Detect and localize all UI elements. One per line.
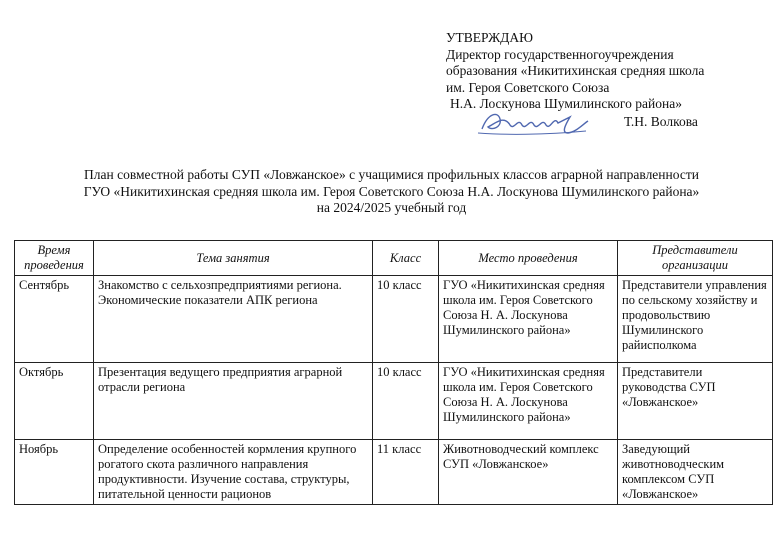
cell-class: 10 класс (373, 276, 439, 363)
table-header-row (15, 241, 773, 276)
table-row (15, 440, 773, 505)
approval-heading: УТВЕРЖДАЮ (446, 30, 534, 45)
header-topic: Тема занятия (94, 241, 373, 276)
cell-time: Сентябрь (15, 276, 94, 363)
header-time: Время проведения (15, 241, 94, 276)
title-line-1: План совместной работы СУП «Ловжанское» с учащимися профильных классов аграрной направленности (84, 167, 699, 182)
cell-topic: Знакомство с сельхозпредприятиями региона. Экономические показатели АПК региона (94, 276, 373, 363)
title-line-2: ГУО «Никитихинская средняя школа им. Героя Советского Союза Н.А. Лоскунова Шумилинского района» (83, 183, 700, 199)
approval-position-line-1: Директор государственногоучреждения (446, 46, 674, 62)
plan-table (14, 240, 773, 505)
signer-name: Т.Н. Волкова (624, 113, 698, 129)
cell-reps: Представители управления по сельскому хозяйству и продовольствию Шумилинского райисполкома (618, 276, 773, 363)
header-reps: Представители организации (618, 241, 773, 276)
cell-place: ГУО «Никитихинская средняя школа им. Героя Советского Союза Н. А. Лоскунова Шумилинского района» (439, 363, 618, 440)
table-row (15, 276, 773, 363)
cell-reps: Представители руководства СУП «Ловжанское» (618, 363, 773, 440)
signature-image (474, 105, 594, 139)
cell-class: 10 класс (373, 363, 439, 440)
cell-time: Ноябрь (15, 440, 94, 505)
approval-position-line-3: им. Героя Советского Союза (446, 79, 610, 95)
approval-block (446, 30, 776, 133)
document-title (0, 167, 783, 217)
approval-position-line-2: образования «Никитихинская средняя школа (446, 63, 705, 78)
approval-position-line-4: Н.А. Лоскунова Шумилинского района» (450, 96, 682, 111)
cell-reps: Заведующий животноводческим комплексом СУП «Ловжанское» (618, 440, 773, 505)
signature-line (446, 113, 776, 133)
header-place: Место проведения (439, 241, 618, 276)
table-row (15, 363, 773, 440)
cell-time: Октябрь (15, 363, 94, 440)
title-line-3: на 2024/2025 учебный год (316, 200, 467, 215)
cell-place: Животноводческий комплекс СУП «Ловжанское» (439, 440, 618, 505)
header-class: Класс (373, 241, 439, 276)
cell-topic: Определение особенностей кормления крупного рогатого скота различного направления продуктивности. Изучение состава, структуры, питательной ценности рационов (94, 440, 373, 505)
cell-place: ГУО «Никитихинская средняя школа им. Героя Советского Союза Н. А. Лоскунова Шумилинского района» (439, 276, 618, 363)
cell-class: 11 класс (373, 440, 439, 505)
cell-topic: Презентация ведущего предприятия аграрной отрасли региона (94, 363, 373, 440)
